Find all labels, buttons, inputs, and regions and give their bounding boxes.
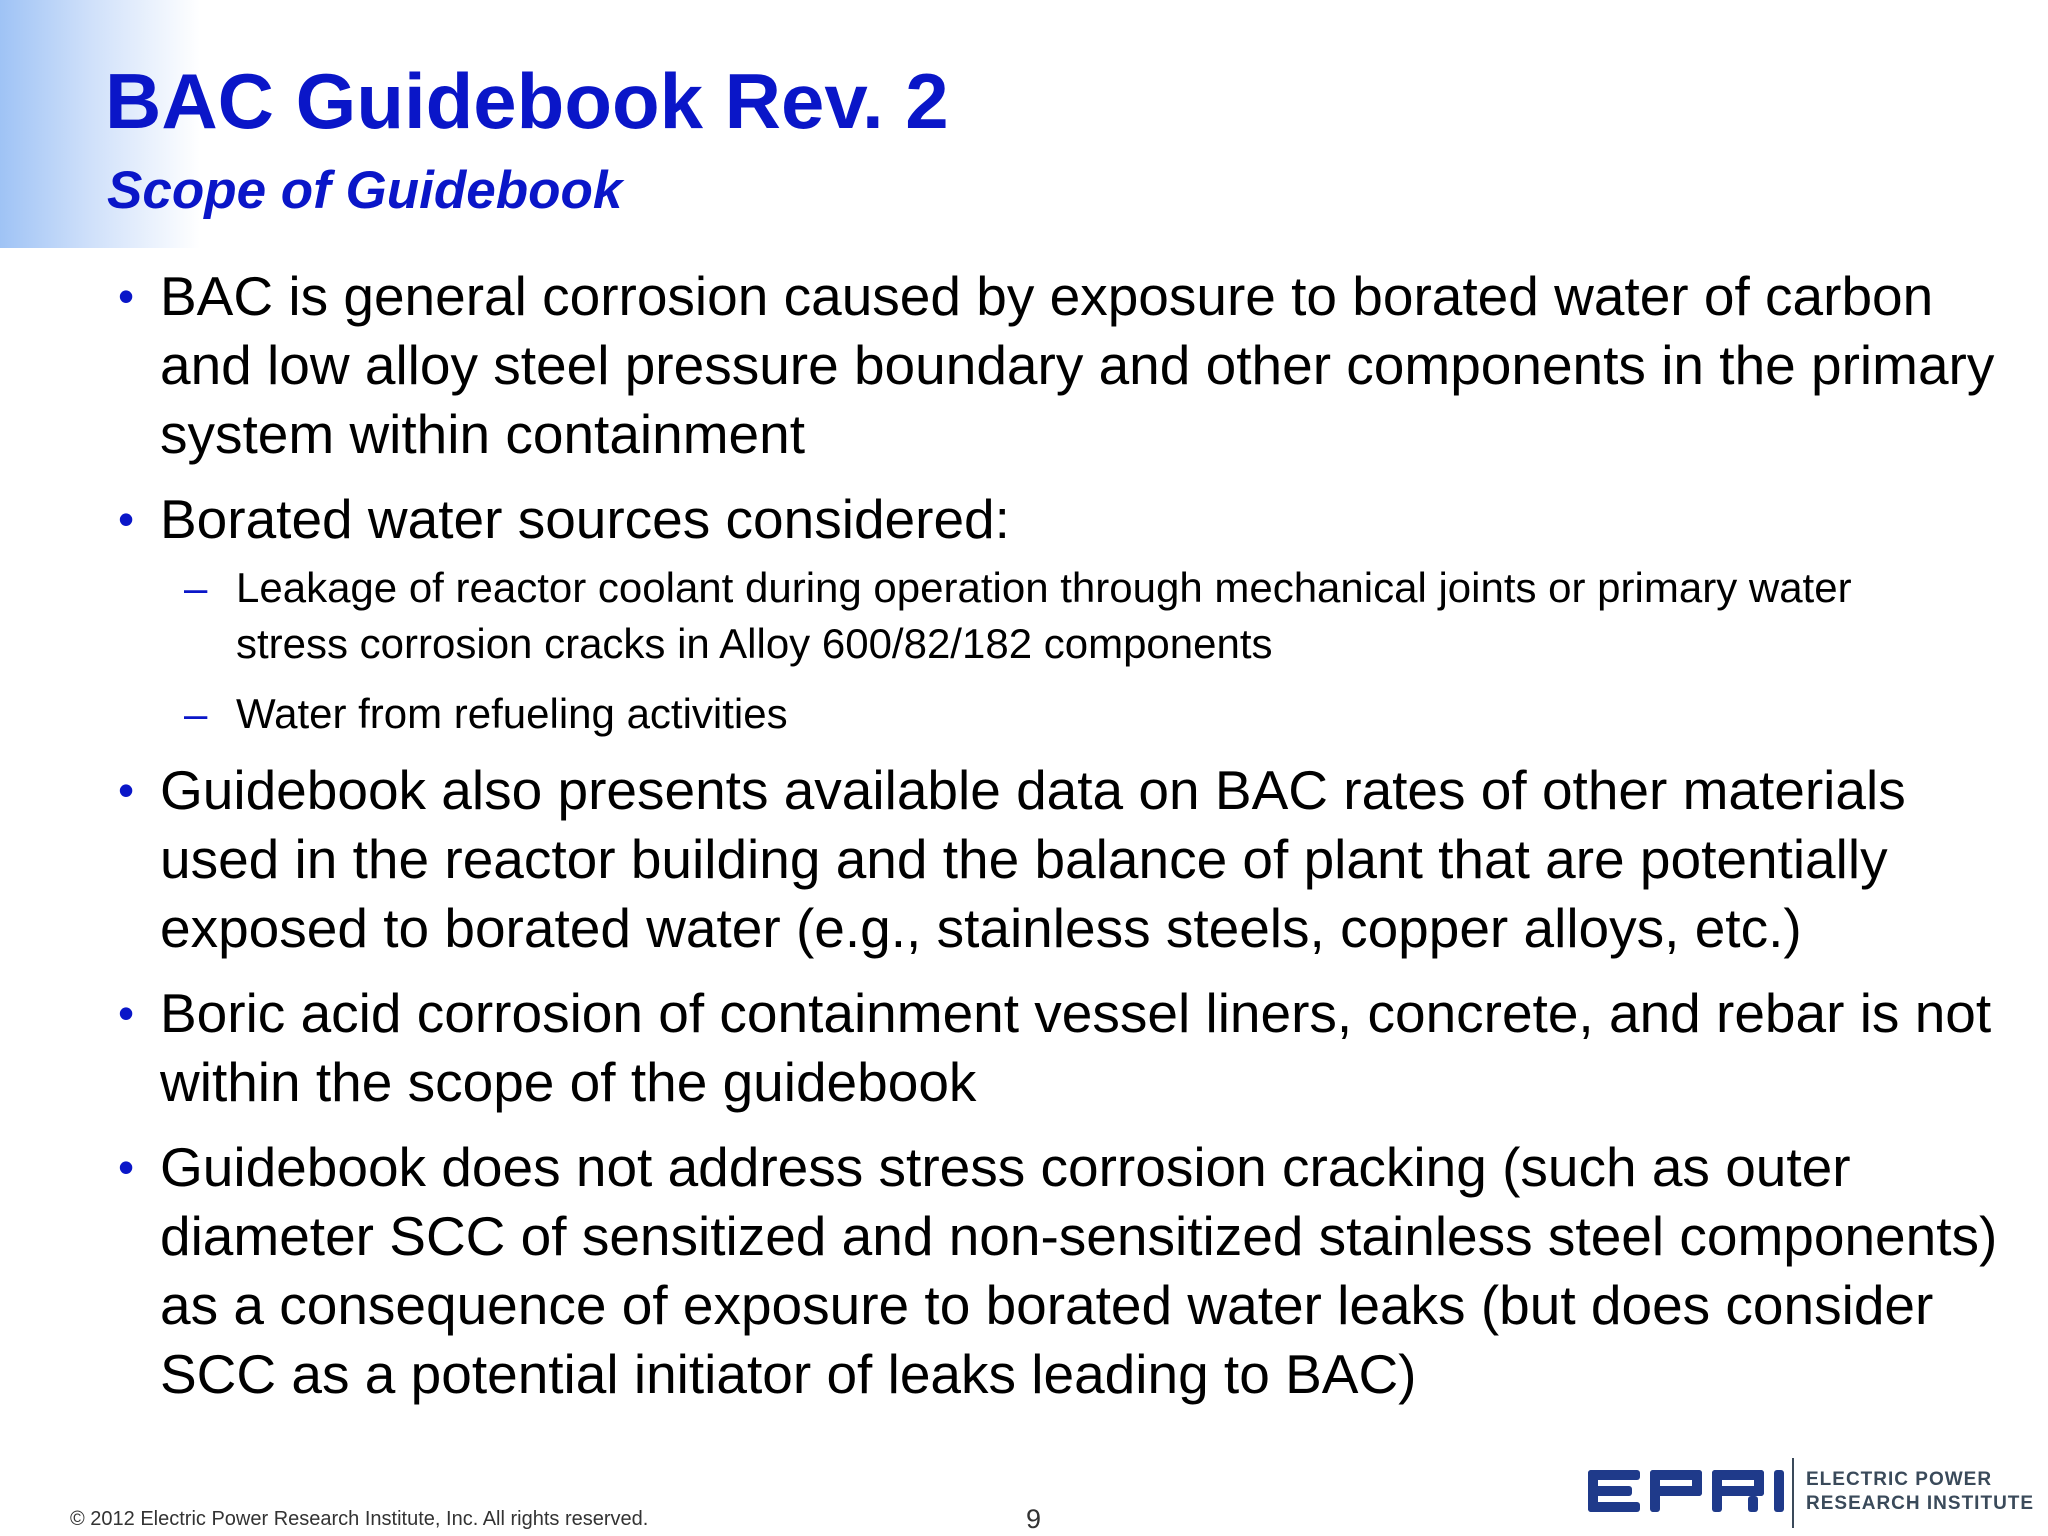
- bullet-marker: •: [118, 764, 135, 816]
- sub-bullet-item: [0, 686, 1926, 742]
- bullet-marker: •: [118, 270, 135, 322]
- bullet-text: BAC is general corrosion caused by exposure to borated water of carbon and low alloy steel pressure boundary and other components in the primary system within containment: [160, 265, 1995, 465]
- bullet-item: [0, 756, 2000, 963]
- epri-wordmark-icon: [1588, 1470, 1784, 1512]
- logo-caption: [1806, 1468, 2034, 1516]
- bullet-text: Borated water sources considered:: [160, 488, 1010, 550]
- page-number: 9: [1026, 1504, 1042, 1534]
- bullet-marker: •: [118, 1141, 135, 1193]
- logo-line-1: ELECTRIC POWER: [1806, 1469, 1993, 1490]
- logo-line-2: RESEARCH INSTITUTE: [1806, 1493, 2035, 1514]
- logo-divider: [1792, 1458, 1794, 1528]
- bullet-text: Guidebook does not address stress corrosion cracking (such as outer diameter SCC of sensitized and non-sensitized stainless steel components) as a consequence of exposure to borated water leaks (but does consider SCC as a potential initiator of leaks leading to BAC): [160, 1136, 1998, 1405]
- footer-copyright: © 2012 Electric Power Research Institute, Inc. All rights reserved.: [70, 1508, 649, 1530]
- bullet-marker: •: [118, 493, 135, 545]
- sub-bullet-text: Water from refueling activities: [236, 690, 788, 737]
- bullet-item: [0, 1133, 2000, 1409]
- sub-bullet-text: Leakage of reactor coolant during operation through mechanical joints or primary water stress corrosion cracks in Alloy 600/82/182 components: [236, 564, 1852, 667]
- dash-marker: –: [184, 564, 208, 611]
- sub-bullet-list: [0, 560, 2048, 742]
- bullet-item: [0, 979, 2000, 1117]
- bullet-marker: •: [118, 987, 135, 1039]
- bullet-item: [0, 485, 2000, 554]
- sub-bullet-item: [0, 560, 1926, 672]
- bullet-text: Boric acid corrosion of containment vessel liners, concrete, and rebar is not within the scope of the guidebook: [160, 982, 1992, 1113]
- bullet-text: Guidebook also presents available data on BAC rates of other materials used in the reactor building and the balance of plant that are potentially exposed to borated water (e.g., stainless steels, copper alloys, etc.): [160, 759, 1906, 959]
- slide-title: BAC Guidebook Rev. 2: [105, 57, 949, 145]
- bullet-list: [0, 262, 2048, 1425]
- bullet-item: [0, 262, 2000, 469]
- slide-subtitle: Scope of Guidebook: [107, 161, 623, 220]
- dash-marker: –: [184, 690, 208, 737]
